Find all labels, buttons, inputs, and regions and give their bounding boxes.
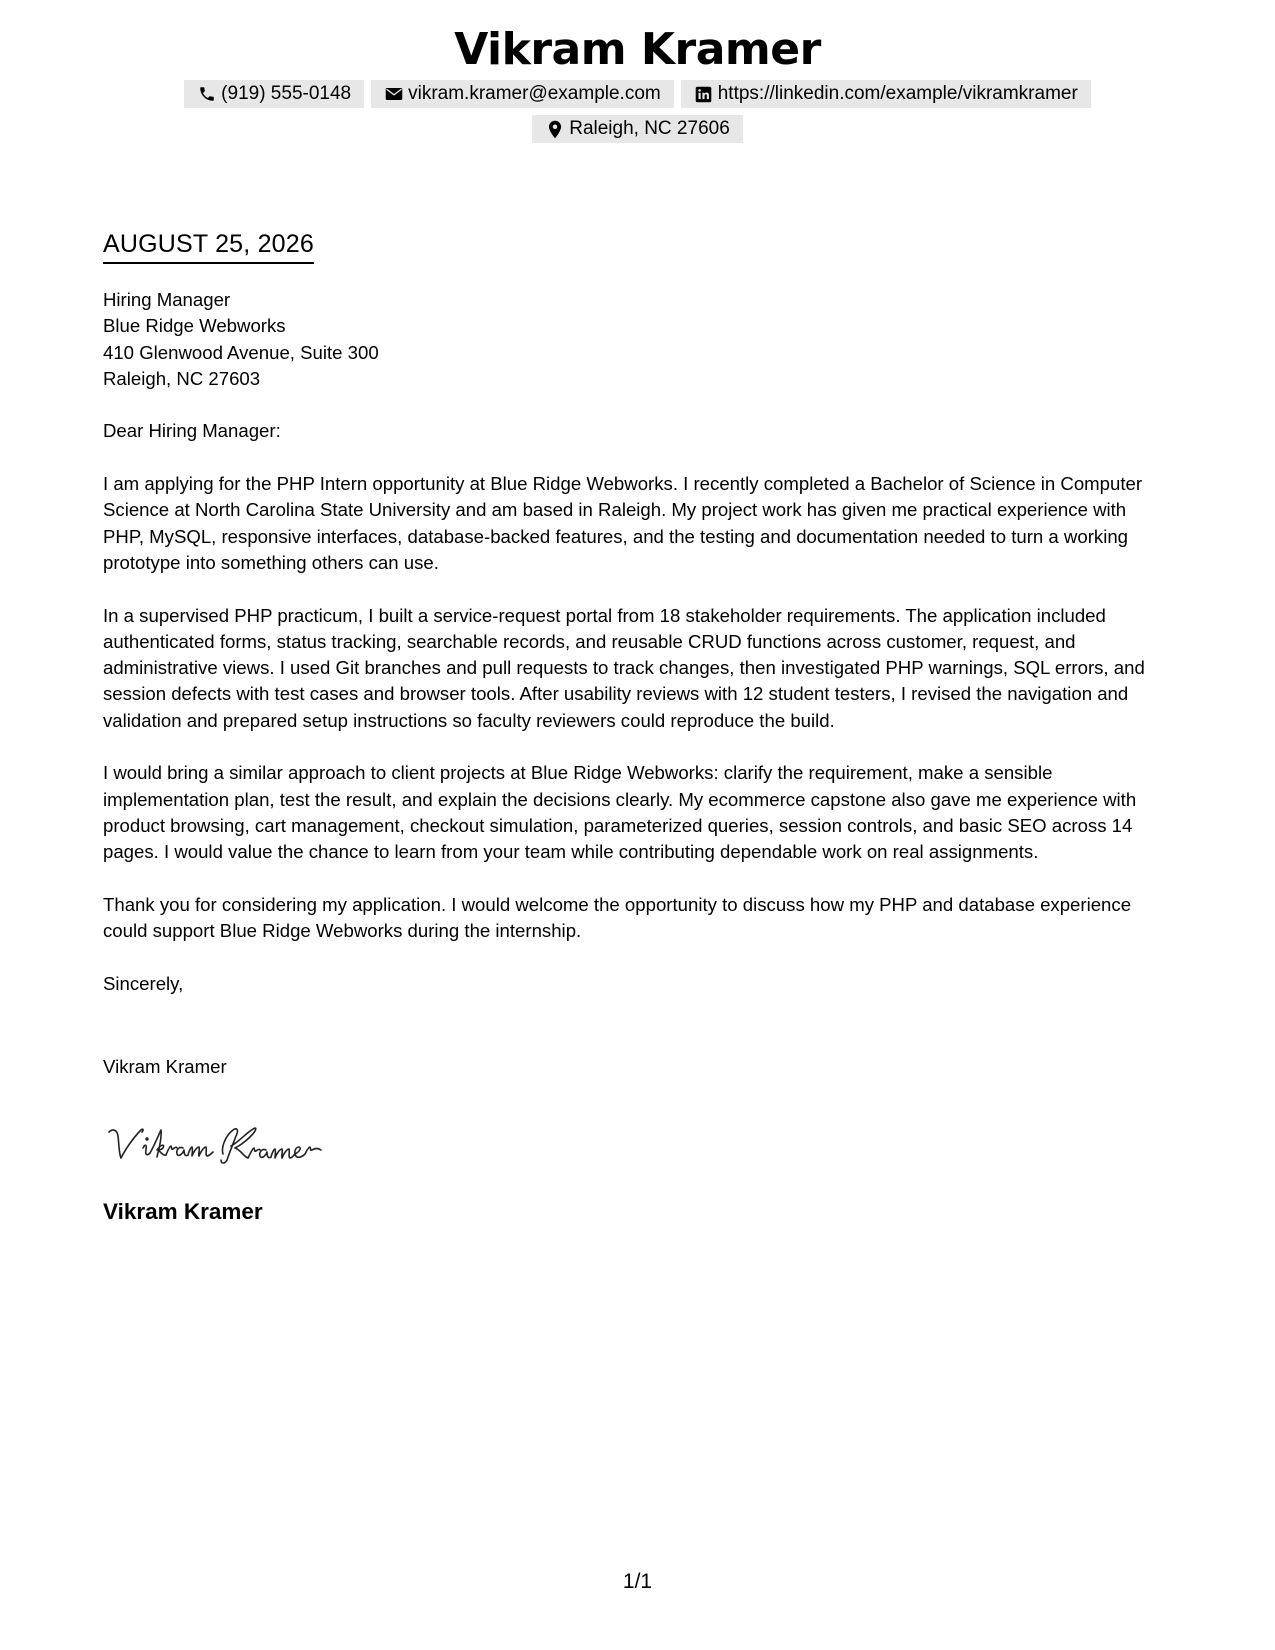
page-number: 1/1 bbox=[622, 1570, 653, 1593]
paragraph-thanks: Thank you for considering my application. I would welcome the opportunity to discuss how my PHP and database experience could support Blue Ridge Webworks during the internship. bbox=[103, 893, 1132, 942]
linkedin-icon bbox=[694, 84, 714, 104]
contact-linkedin[interactable] bbox=[681, 80, 1091, 108]
contact-location bbox=[532, 115, 743, 143]
linkedin-text[interactable]: https://linkedin.com/example/vikramkramer bbox=[717, 83, 1078, 104]
location-text: Raleigh, NC 27606 bbox=[569, 118, 730, 139]
email-text[interactable]: vikram.kramer@example.com bbox=[408, 83, 661, 104]
closing: Sincerely, bbox=[103, 972, 184, 994]
contact-phone bbox=[184, 80, 364, 108]
contact-email[interactable] bbox=[371, 80, 674, 108]
paragraph-approach: I would bring a similar approach to client projects at Blue Ridge Webworks: clarify the requirement, make a sensible implementation plan, test the result, and explain the decisions clearly. My ecommerce capstone also gave me experience with product browsing, cart management, checkout simulation, parameterized queries, session controls, and basic SEO across 14 pages. I would value the chance to learn from your team while contributing dependable work on real assignments. bbox=[103, 762, 1137, 863]
map-pin-icon bbox=[545, 119, 565, 139]
paragraph-practicum: In a supervised PHP practicum, I built a service-request portal from 18 stakeholder requirements. The application included authenticated forms, status tracking, searchable records, and reusable CRUD functions across customer, request, and administrative views. I used Git branches and pull requests to track changes, then investigated PHP warnings, SQL errors, and session defects with test cases and browser tools. After usability reviews with 12 student testers, I revised the navigation and validation and prepared setup instructions so faculty reviewers could reproduce the build. bbox=[103, 604, 1145, 731]
handwritten-signature bbox=[103, 1110, 363, 1170]
contact-row-1 bbox=[0, 80, 1275, 108]
contact-row-2 bbox=[0, 115, 1275, 143]
signature-bold-name: Vikram Kramer bbox=[103, 1199, 263, 1224]
letter-date: AUGUST 25, 2026 bbox=[103, 228, 314, 264]
letter-header bbox=[0, 24, 1275, 143]
recipient-company: Blue Ridge Webworks bbox=[103, 315, 286, 337]
letter-body bbox=[103, 287, 1163, 1023]
envelope-icon bbox=[384, 84, 404, 104]
typed-signature-name: Vikram Kramer bbox=[103, 1056, 227, 1077]
recipient-city: Raleigh, NC 27603 bbox=[103, 367, 261, 389]
recipient-title: Hiring Manager bbox=[103, 289, 231, 310]
applicant-name: Vikram Kramer bbox=[454, 24, 821, 75]
recipient-address bbox=[103, 287, 1163, 392]
salutation: Dear Hiring Manager: bbox=[103, 420, 281, 442]
phone-text: (919) 555-0148 bbox=[221, 83, 352, 104]
paragraph-intro: I am applying for the PHP Intern opportunity at Blue Ridge Webworks. I recently completed a Bachelor of Science in Computer Science at North Carolina State University and am based in Raleigh. My project work has given me practical experience with PHP, MySQL, responsive interfaces, database-backed features, and the testing and documentation needed to turn a working prototype into something others can use. bbox=[103, 473, 1143, 573]
phone-icon bbox=[197, 84, 217, 104]
recipient-street: 410 Glenwood Avenue, Suite 300 bbox=[103, 341, 379, 363]
